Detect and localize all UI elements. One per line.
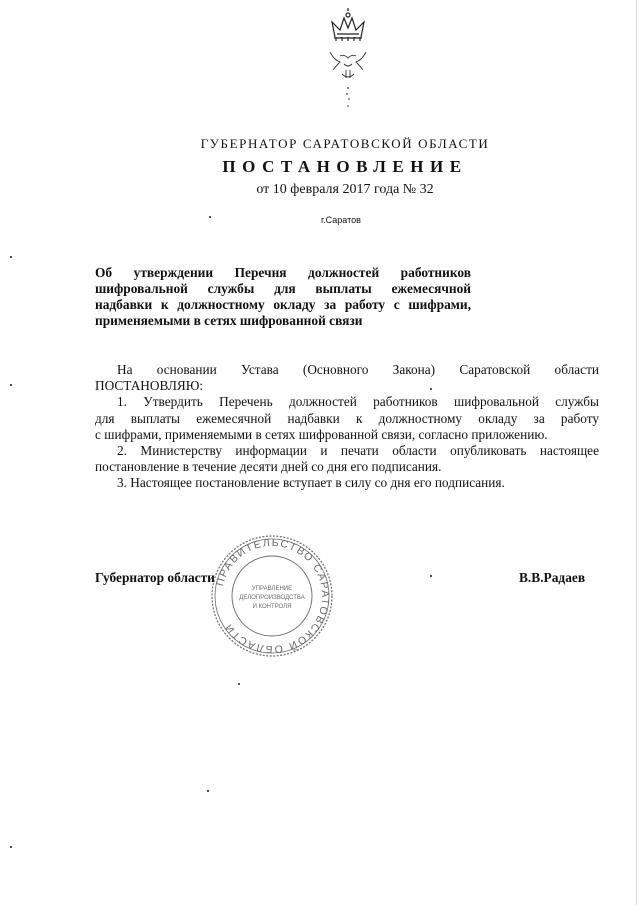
document-date-number: от 10 февраля 2017 года № 32 [256,182,434,197]
body-line: ПОСТАНОВЛЯЮ: [95,378,204,394]
scan-speck [207,790,209,792]
body-line: 3. Настоящее постановление вступает в силу со дня его подписания. [117,475,505,491]
scan-speck [430,388,432,390]
scan-speck [10,846,12,848]
signatory-name: В.В.Радаев [519,570,586,585]
body-line: На основании Устава (Основного Закона) Саратовской области [117,362,599,377]
seal-center-line: ДЕЛОПРОИЗВОДСТВА [239,595,305,601]
scan-speck [430,575,432,577]
document-body [95,362,599,492]
title-line: шифровальной службы для выплаты ежемесячной [95,281,471,296]
body-line: 2. Министерству информации и печати области опубликовать настоящее [117,443,599,459]
signatory-position: Губернатор области [95,570,215,585]
document-city: г.Саратов [321,215,361,225]
seal-ring-text: ПРАВИТЕЛЬСТВО САРАТОВСКОЙ ОБЛАСТИ [214,536,332,656]
scan-speck [209,216,211,218]
scan-speck [10,256,12,258]
document-title [95,265,471,329]
body-line: постановление в течение десяти дней со дня его подписания. [95,459,442,475]
body-line: с шифрами, применяемыми в сетях шифрованной связи, согласно приложению. [95,426,548,442]
scan-speck [238,683,240,685]
scan-speck [10,384,12,386]
official-round-seal-icon [208,532,336,660]
seal-center-line: И КОНТРОЛЯ [252,604,292,610]
body-line: 1. Утвердить Перечень должностей работников шифровальной службы [117,394,599,410]
issuing-authority: ГУБЕРНАТОР САРАТОВСКОЙ ОБЛАСТИ [200,136,490,151]
title-line: надбавки к должностному окладу за работу с шифрами, [95,297,471,312]
document-type: ПОСТАНОВЛЕНИЕ [222,157,468,176]
seal-center-line: УПРАВЛЕНИЕ [251,586,293,592]
body-line: для выплаты ежемесячной надбавки к должностному окладу за работу [95,410,599,426]
crowned-eagle-emblem-icon [318,8,378,112]
title-line: Об утверждении Перечня должностей работников [95,265,471,280]
title-line: применяемыми в сетях шифрованной связи [95,313,363,328]
